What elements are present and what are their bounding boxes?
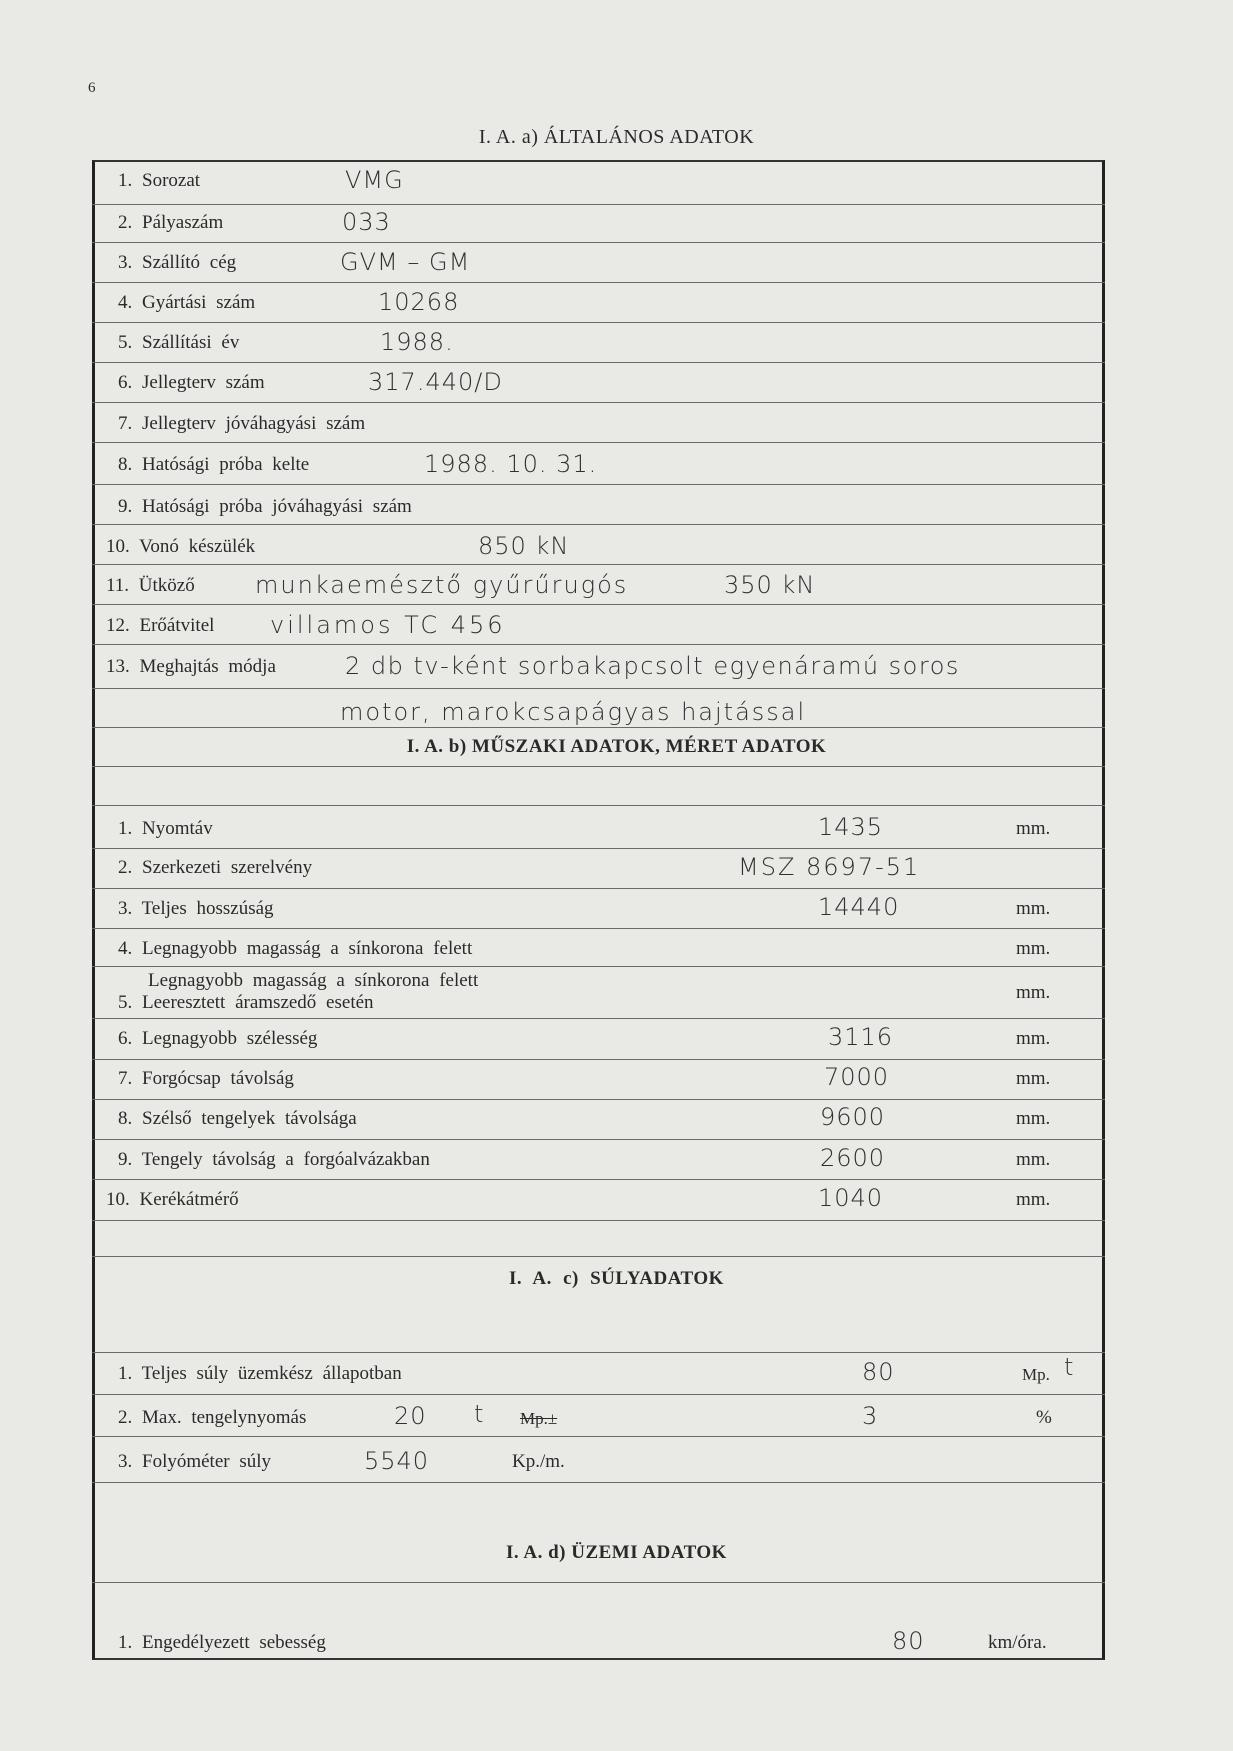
row-divider bbox=[92, 1179, 1105, 1180]
row-divider bbox=[92, 1256, 1105, 1257]
field-value: GVM – GM bbox=[340, 248, 471, 276]
field-label: 11. Ütköző bbox=[106, 575, 195, 596]
field-unit: mm. bbox=[1016, 1028, 1051, 1049]
field-value: 1040 bbox=[818, 1184, 884, 1212]
row-divider bbox=[92, 1394, 1105, 1395]
row-divider bbox=[92, 402, 1105, 403]
field-value-continued: motor, marokcsapágyas hajtással bbox=[340, 698, 807, 726]
field-unit: mm. bbox=[1016, 818, 1051, 839]
field-value: MSZ 8697-51 bbox=[738, 853, 921, 881]
field-unit: Mp. bbox=[1022, 1365, 1050, 1384]
field-unit: mm. bbox=[1016, 1068, 1051, 1089]
row-divider bbox=[92, 928, 1105, 929]
field-value: 7000 bbox=[824, 1063, 890, 1091]
row-divider bbox=[92, 362, 1105, 363]
field-label: 6. Jellegterv szám bbox=[118, 372, 265, 393]
field-value: munkaemésztő gyűrűrugós bbox=[255, 571, 629, 599]
field-unit-handwritten: t bbox=[1064, 1353, 1075, 1381]
field-value-secondary: 3 bbox=[862, 1402, 879, 1430]
row-divider bbox=[92, 1059, 1105, 1060]
field-value: 2600 bbox=[820, 1144, 886, 1172]
field-label: 7. Jellegterv jóváhagyási szám bbox=[118, 413, 366, 434]
field-label: 4. Legnagyobb magasság a sínkorona felett bbox=[118, 938, 473, 959]
field-label: 4. Gyártási szám bbox=[118, 292, 256, 313]
field-value: 2 db tv-ként sorbakapcsolt egyenáramú soros bbox=[345, 652, 960, 680]
field-label-line2: 5. Leeresztett áramszedő esetén bbox=[118, 992, 374, 1013]
field-value: villamos TC 456 bbox=[270, 611, 506, 639]
field-value-secondary: 350 kN bbox=[724, 571, 816, 599]
field-value: 1435 bbox=[818, 813, 884, 841]
row-divider bbox=[92, 1436, 1105, 1437]
field-value: 80 bbox=[892, 1627, 925, 1655]
row-divider bbox=[92, 242, 1105, 243]
field-unit: mm. bbox=[1016, 982, 1051, 1003]
row-divider bbox=[92, 282, 1105, 283]
row-divider bbox=[92, 204, 1105, 205]
field-label: 10. Kerékátmérő bbox=[106, 1189, 239, 1210]
section-title-technical: I. A. b) MŰSZAKI ADATOK, MÉRET ADATOK bbox=[406, 736, 827, 757]
row-divider bbox=[92, 766, 1105, 767]
row-divider bbox=[92, 1018, 1105, 1019]
field-unit: mm. bbox=[1016, 898, 1051, 919]
field-label: 2. Pályaszám bbox=[118, 212, 224, 233]
field-label: 9. Hatósági próba jóváhagyási szám bbox=[118, 496, 412, 517]
row-divider bbox=[92, 805, 1105, 806]
row-divider bbox=[92, 1482, 1105, 1483]
field-value: 850 kN bbox=[478, 532, 570, 560]
row-divider bbox=[92, 1099, 1105, 1100]
field-label: 13. Meghajtás módja bbox=[106, 656, 276, 677]
field-label: 3. Szállító cég bbox=[118, 252, 237, 273]
page-number: 6 bbox=[88, 80, 96, 96]
field-unit-printed: Mp.± bbox=[520, 1409, 558, 1428]
field-value: 1988. 10. 31. bbox=[424, 450, 598, 478]
row-divider bbox=[92, 1582, 1105, 1583]
section-title-weight: I. A. c) SÚLYADATOK bbox=[509, 1268, 724, 1289]
row-divider bbox=[92, 688, 1105, 689]
field-unit: Kp./m. bbox=[512, 1451, 565, 1472]
field-label: 5. Szállítási év bbox=[118, 332, 240, 353]
field-label: 10. Vonó készülék bbox=[106, 536, 256, 557]
field-unit: km/óra. bbox=[988, 1632, 1047, 1653]
row-divider bbox=[92, 442, 1105, 443]
field-label: 1. Sorozat bbox=[118, 170, 201, 191]
field-label: 3. Folyóméter súly bbox=[118, 1451, 272, 1472]
field-unit-handwritten: t bbox=[474, 1400, 485, 1428]
field-value: 10268 bbox=[378, 288, 460, 316]
section-title-operating: I. A. d) ÜZEMI ADATOK bbox=[506, 1542, 727, 1563]
row-divider bbox=[92, 1352, 1105, 1353]
field-label: 2. Max. tengelynyomás bbox=[118, 1407, 307, 1428]
row-divider bbox=[92, 966, 1105, 967]
field-label: 12. Erőátvitel bbox=[106, 615, 215, 636]
row-divider bbox=[92, 322, 1105, 323]
field-label: 8. Hatósági próba kelte bbox=[118, 454, 310, 475]
field-value: 317.440/D bbox=[368, 368, 503, 396]
row-divider bbox=[92, 644, 1105, 645]
field-value: 14440 bbox=[818, 893, 900, 921]
field-value: 3116 bbox=[828, 1023, 894, 1051]
row-divider bbox=[92, 1220, 1105, 1221]
field-label: 1. Teljes súly üzemkész állapotban bbox=[118, 1363, 402, 1384]
row-divider bbox=[92, 604, 1105, 605]
field-value: 1988. bbox=[380, 328, 454, 356]
field-unit: mm. bbox=[1016, 1189, 1051, 1210]
row-divider bbox=[92, 727, 1105, 728]
field-label: 7. Forgócsap távolság bbox=[118, 1068, 294, 1089]
field-unit: mm. bbox=[1016, 1108, 1051, 1129]
row-divider bbox=[92, 484, 1105, 485]
field-label: 8. Szélső tengelyek távolsága bbox=[118, 1108, 357, 1129]
field-unit: mm. bbox=[1016, 1149, 1051, 1170]
field-label: 2. Szerkezeti szerelvény bbox=[118, 857, 313, 878]
field-unit: % bbox=[1036, 1407, 1052, 1428]
field-label-line1: Legnagyobb magasság a sínkorona felett bbox=[148, 970, 479, 991]
field-unit: mm. bbox=[1016, 938, 1051, 959]
field-label: 3. Teljes hosszúság bbox=[118, 898, 274, 919]
row-divider bbox=[92, 524, 1105, 525]
row-divider bbox=[92, 888, 1105, 889]
field-value: VMG bbox=[345, 166, 404, 194]
row-divider bbox=[92, 848, 1105, 849]
section-title-general: I. A. a) ÁLTALÁNOS ADATOK bbox=[478, 126, 755, 148]
row-divider bbox=[92, 1139, 1105, 1140]
row-divider bbox=[92, 564, 1105, 565]
field-value: 80 bbox=[862, 1358, 895, 1386]
field-label: 1. Nyomtáv bbox=[118, 818, 213, 839]
field-label: 9. Tengely távolság a forgóalvázakban bbox=[118, 1149, 430, 1170]
field-value: 20 bbox=[394, 1402, 427, 1430]
field-label: 6. Legnagyobb szélesség bbox=[118, 1028, 318, 1049]
field-value: 5540 bbox=[364, 1447, 430, 1475]
field-value: 033 bbox=[342, 208, 391, 236]
field-value: 9600 bbox=[820, 1103, 886, 1131]
field-label: 1. Engedélyezett sebesség bbox=[118, 1632, 326, 1653]
